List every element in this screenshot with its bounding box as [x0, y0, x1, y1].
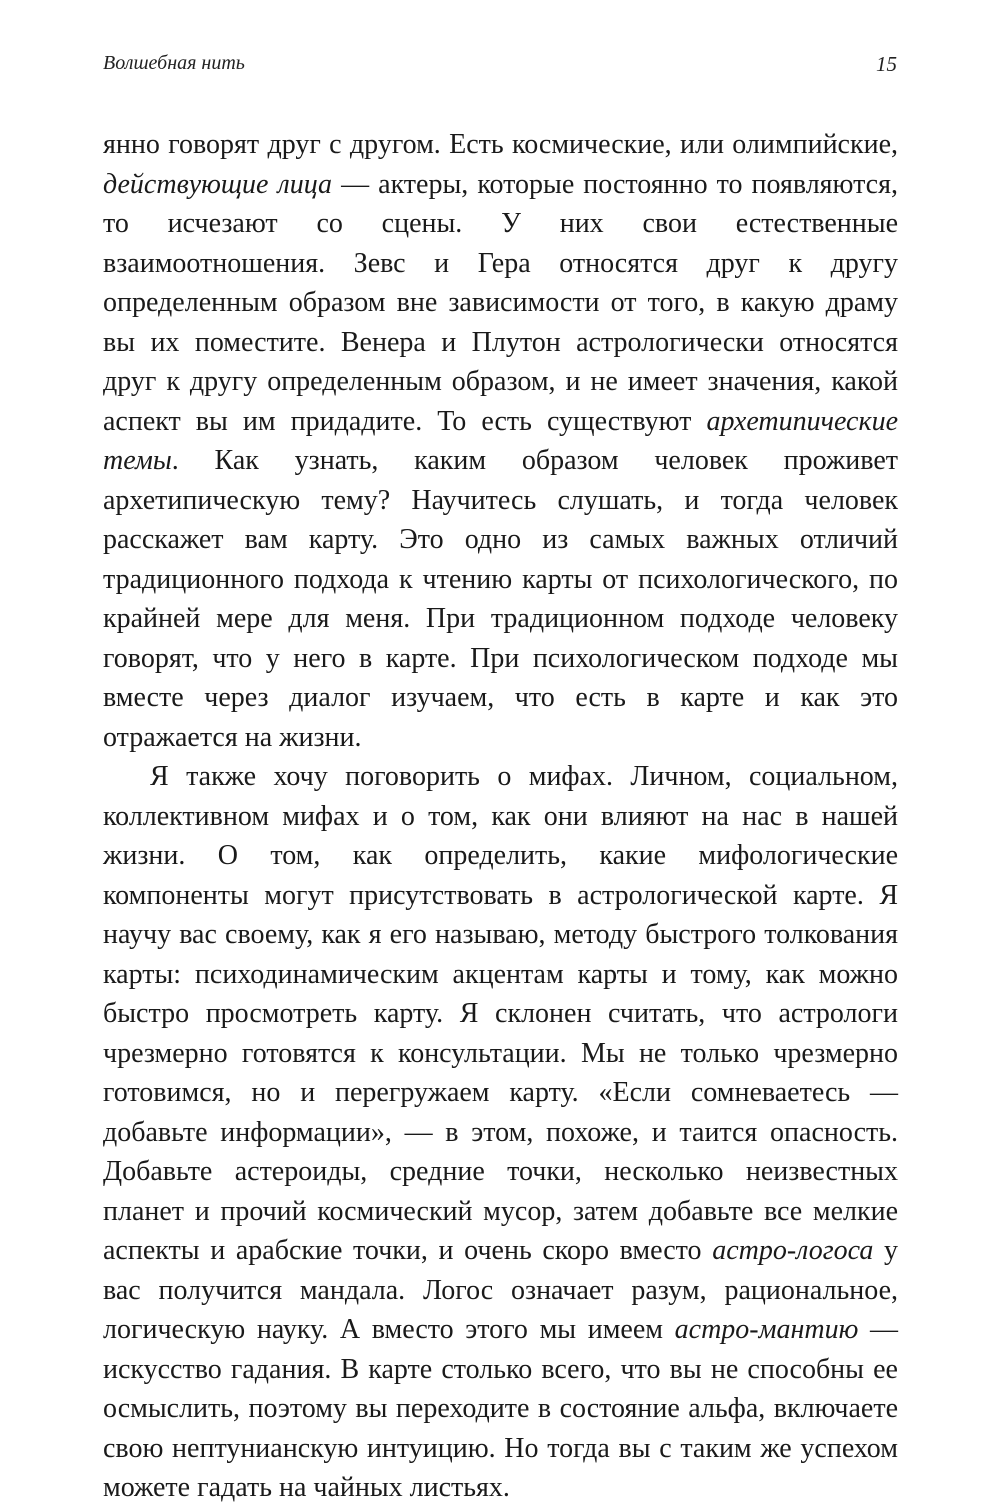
page-number: 15: [876, 52, 897, 76]
text-run: Я также хочу поговорить о мифах. Личном, социальном, коллективном мифах и о том, как они влияют на нас в нашей жизни. О том, как определить, какие мифологические компоненты могут присутствовать в астрологической карте. Я научу вас своему, как я его называю, методу быстрого толкования карты: психодинамическим акцентам карты и тому, как можно быстро просмотреть карту. Я склонен считать, что астрологи чрезмерно готовятся к консультации. Мы не только чрезмерно готовимся, но и перегружаем карту. «Если сомневаетесь — добавьте информации», — в этом, похоже, и таится опасность. Добавьте астероиды, средние точки, несколько неизвестных планет и прочий космический мусор, затем добавьте все мелкие аспекты и арабские точки, и очень скоро вместо: [103, 761, 898, 1266]
body-text: [103, 125, 898, 1508]
italic-term: действующие лица: [103, 168, 333, 200]
text-run: у вас получится мандала. Логос означает разум, рациональное, логическую науку. А вместо этого мы имеем: [103, 1235, 899, 1345]
italic-term: астро-мантию: [674, 1314, 859, 1345]
text-run: — искусство гадания. В карте столько всего, что вы не способны ее осмыслить, поэтому вы переходите в состояние альфа, включаете свою нептунианскую интуицию. Но тогда вы с таким же успехом можете гадать на чайных листьях.: [103, 1314, 898, 1503]
text-run: — актеры, которые постоянно то появляются, то исчезают со сцены. У них свои естественные взаимоотношения. Зевс и Гера относятся друг к другу определенным образом вне зависимости от того, в какую драму вы их поместите. Венера и Плутон астрологически относятся друг к другу определенным образом, и не имеет значения, какой аспект вы им придадите. То есть существуют: [103, 168, 898, 437]
running-title: Волшебная нить: [103, 52, 245, 74]
text-run: янно говорят друг с другом. Есть космические, или олимпийские,: [103, 129, 898, 160]
text-run: . Как узнать, каким образом человек проживет архетипическую тему? Научитесь слушать, и тогда человек расскажет вам карту. Это одно из самых важных отличий традиционного подхода к чтению карты от психологического, по крайней мере для меня. При традиционном подходе человеку говорят, что у него в карте. При психологическом подходе мы вместе через диалог изучаем, что есть в карте и как это отражается на жизни.: [103, 445, 898, 753]
italic-term: архетипические темы: [103, 405, 898, 476]
paragraph: [103, 125, 898, 757]
paragraph: [103, 757, 898, 1508]
italic-term: астро-логоса: [712, 1235, 874, 1266]
